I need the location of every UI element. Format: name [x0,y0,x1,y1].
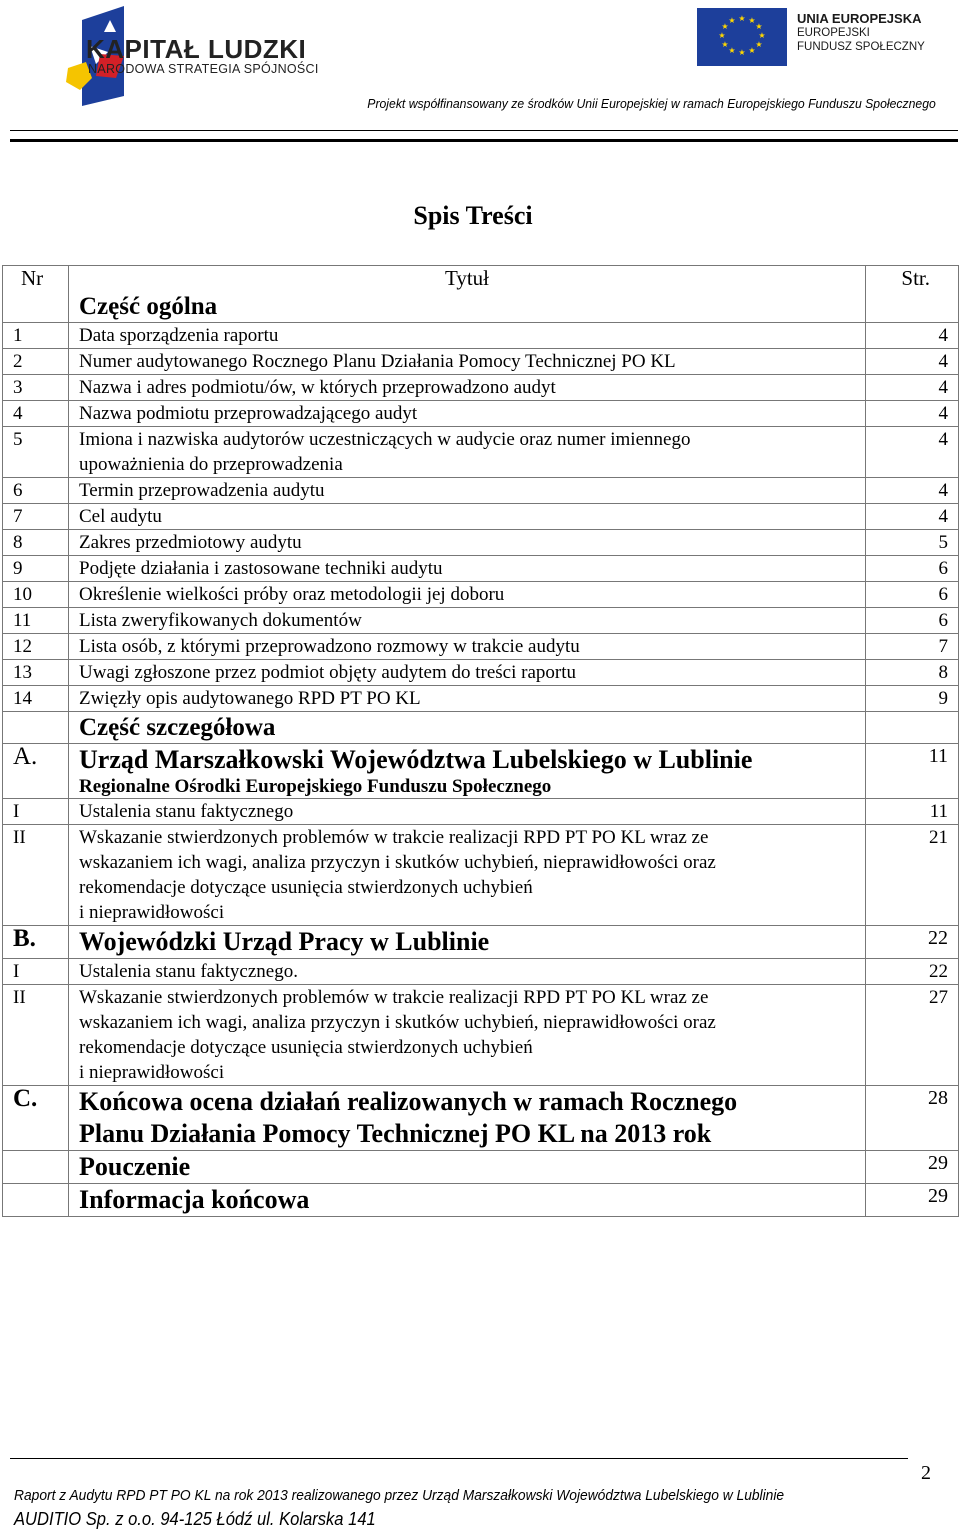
row-title: Ustalenia stanu faktycznego [69,799,866,825]
row-title: Lista zweryfikowanych dokumentów [69,608,866,634]
pouczenie-page: 29 [866,1151,959,1184]
row-title-line: Wskazanie stwierdzonych problemów w trakcie realizacji RPD PT PO KL wraz ze [79,827,709,848]
svg-text:★: ★ [738,14,746,23]
row-page: 6 [866,582,959,608]
part-a-page: 11 [866,744,959,799]
row-title: Numer audytowanego Rocznego Planu Działania Pomocy Technicznej PO KL [69,349,866,375]
svg-text:★: ★ [718,31,726,40]
section-general-title: Część ogólna [79,293,218,320]
svg-text:★: ★ [758,31,766,40]
part-b-title: Wojewódzki Urząd Pracy w Lublinie [79,927,490,956]
row-page: 8 [866,660,959,686]
row-nr: 4 [3,401,69,427]
row-page: 27 [866,985,959,1086]
row-nr: 1 [3,323,69,349]
row-nr: 6 [3,478,69,504]
table-row [3,825,959,926]
info-page: 29 [866,1184,959,1217]
part-c-title-line2: Planu Działania Pomocy Technicznej PO KL na 2013 rok [79,1119,712,1148]
row-nr: 5 [3,427,69,478]
row-nr: 12 [3,634,69,660]
table-row [3,323,959,349]
eu-line1: UNIA EUROPEJSKA [797,11,922,26]
row-nr: II [3,985,69,1086]
row-title-line: i nieprawidłowości [79,902,225,923]
part-b-page: 22 [866,926,959,959]
row-nr: II [3,825,69,926]
footer-line1: Raport z Audytu RPD PT PO KL na rok 2013 realizowanego przez Urząd Marszałkowski Województwa Lubelskiego w Lublinie [14,1487,785,1504]
row-nr: 3 [3,375,69,401]
row-page: 4 [866,401,959,427]
part-c-page: 28 [866,1086,959,1151]
part-b-row [3,926,959,959]
part-a-subtitle: Regionalne Ośrodki Europejskiego Funduszu Społecznego [79,776,552,797]
row-title-line: rekomendacje dotyczące usunięcia stwierdzonych uchybień [79,1037,533,1058]
svg-text:★: ★ [728,16,736,25]
eu-logo-text [797,12,925,54]
row-page: 4 [866,478,959,504]
row-title: Uwagi zgłoszone przez podmiot objęty audytem do treści raportu [69,660,866,686]
table-row [3,349,959,375]
row-nr: 14 [3,686,69,712]
eu-flag-icon [697,8,787,66]
toc-header-row [3,266,959,292]
row-title: Zwięzły opis audytowanego RPD PT PO KL [69,686,866,712]
row-title: Imiona i nazwiska audytorów uczestniczących w audycie oraz numer imiennego upoważnienia do przeprowadzenia [69,427,866,478]
row-page: 4 [866,504,959,530]
row-page: 4 [866,349,959,375]
row-page: 5 [866,530,959,556]
row-title: Data sporządzenia raportu [69,323,866,349]
row-title: Zakres przedmiotowy audytu [69,530,866,556]
row-page: 4 [866,323,959,349]
row-title [69,825,866,926]
row-title-line: i nieprawidłowości [79,1062,225,1083]
svg-text:★: ★ [755,40,763,49]
table-row [3,401,959,427]
header-divider-thin [10,130,958,131]
row-title: Lista osób, z którymi przeprowadzono rozmowy w trakcie audytu [69,634,866,660]
row-nr: 9 [3,556,69,582]
row-page: 11 [866,799,959,825]
table-row [3,686,959,712]
table-row [3,478,959,504]
table-row [3,608,959,634]
pouczenie-title: Pouczenie [79,1152,191,1181]
part-a-letter: A. [3,744,69,799]
info-title: Informacja końcowa [79,1185,310,1214]
row-page: 7 [866,634,959,660]
row-title: Termin przeprowadzenia audytu [69,478,866,504]
part-a-row [3,744,959,799]
svg-text:★: ★ [748,16,756,25]
page-number: 2 [921,1462,931,1484]
part-c-letter: C. [3,1086,69,1151]
table-row [3,375,959,401]
col-nr-header: Nr [3,266,69,323]
table-row [3,556,959,582]
row-page: 6 [866,556,959,582]
footer-line2: AUDITIO Sp. z o.o. 94-125 Łódź ul. Kolarska 141 [14,1509,376,1529]
page-title: Spis Treści [413,201,533,230]
table-row [3,582,959,608]
row-title: Określenie wielkości próby oraz metodologii jej doboru [69,582,866,608]
svg-text:★: ★ [738,48,746,57]
row-page: 9 [866,686,959,712]
svg-text:★: ★ [728,46,736,55]
row-title [69,985,866,1086]
row-nr: I [3,959,69,985]
svg-text:★: ★ [748,46,756,55]
part-b-letter: B. [3,926,69,959]
svg-text:★: ★ [755,22,763,31]
row-title: Podjęte działania i zastosowane techniki audytu [69,556,866,582]
svg-text:★: ★ [721,40,729,49]
row-nr: 7 [3,504,69,530]
logo-left-title: KAPITAŁ LUDZKI [86,34,307,64]
header-divider-thick [10,139,958,142]
eu-line2: EUROPEJSKI [797,27,870,39]
section-detailed-title: Część szczegółowa [79,714,276,741]
eu-line3: FUNDUSZ SPOŁECZNY [797,41,925,53]
table-row [3,504,959,530]
col-title-header: Tytuł [69,266,866,292]
table-row [3,530,959,556]
table-row [3,959,959,985]
part-c-row [3,1086,959,1151]
footer-divider [10,1458,908,1459]
row-page: 4 [866,427,959,478]
row-nr: I [3,799,69,825]
table-row [3,985,959,1086]
row-title: Nazwa podmiotu przeprowadzającego audyt [69,401,866,427]
row-page: 4 [866,375,959,401]
row-title: Cel audytu [69,504,866,530]
header-tagline: Projekt współfinansowany ze środków Unii Europejskiej w ramach Europejskiego Funduszu Społecznego [367,96,936,111]
info-row [3,1184,959,1217]
row-title-line: wskazaniem ich wagi, analiza przyczyn i skutków uchybień, nieprawidłowości oraz [79,1012,716,1033]
row-title: Ustalenia stanu faktycznego. [69,959,866,985]
row-nr: 10 [3,582,69,608]
row-title-line: wskazaniem ich wagi, analiza przyczyn i skutków uchybień, nieprawidłowości oraz [79,852,716,873]
svg-text:★: ★ [721,22,729,31]
row-title-line: Wskazanie stwierdzonych problemów w trakcie realizacji RPD PT PO KL wraz ze [79,987,709,1008]
row-nr: 11 [3,608,69,634]
row-page: 21 [866,825,959,926]
row-title: Nazwa i adres podmiotu/ów, w których przeprowadzono audyt [69,375,866,401]
table-row [3,634,959,660]
row-nr: 2 [3,349,69,375]
logo-left-subtitle: NARODOWA STRATEGIA SPÓJNOŚCI [88,62,319,76]
toc-table [2,265,959,1217]
table-row [3,660,959,686]
table-row [3,427,959,478]
row-nr: 13 [3,660,69,686]
row-nr: 8 [3,530,69,556]
row-page: 6 [866,608,959,634]
section-general-row [3,291,959,323]
col-page-header: Str. [866,266,959,323]
table-row [3,799,959,825]
pouczenie-row [3,1151,959,1184]
section-detailed-row [3,712,959,744]
part-c-title-line1: Końcowa ocena działań realizowanych w ramach Rocznego [79,1087,738,1116]
row-page: 22 [866,959,959,985]
row-title-line: rekomendacje dotyczące usunięcia stwierdzonych uchybień [79,877,533,898]
part-a-title: Urząd Marszałkowski Województwa Lubelskiego w Lublinie [79,745,753,774]
